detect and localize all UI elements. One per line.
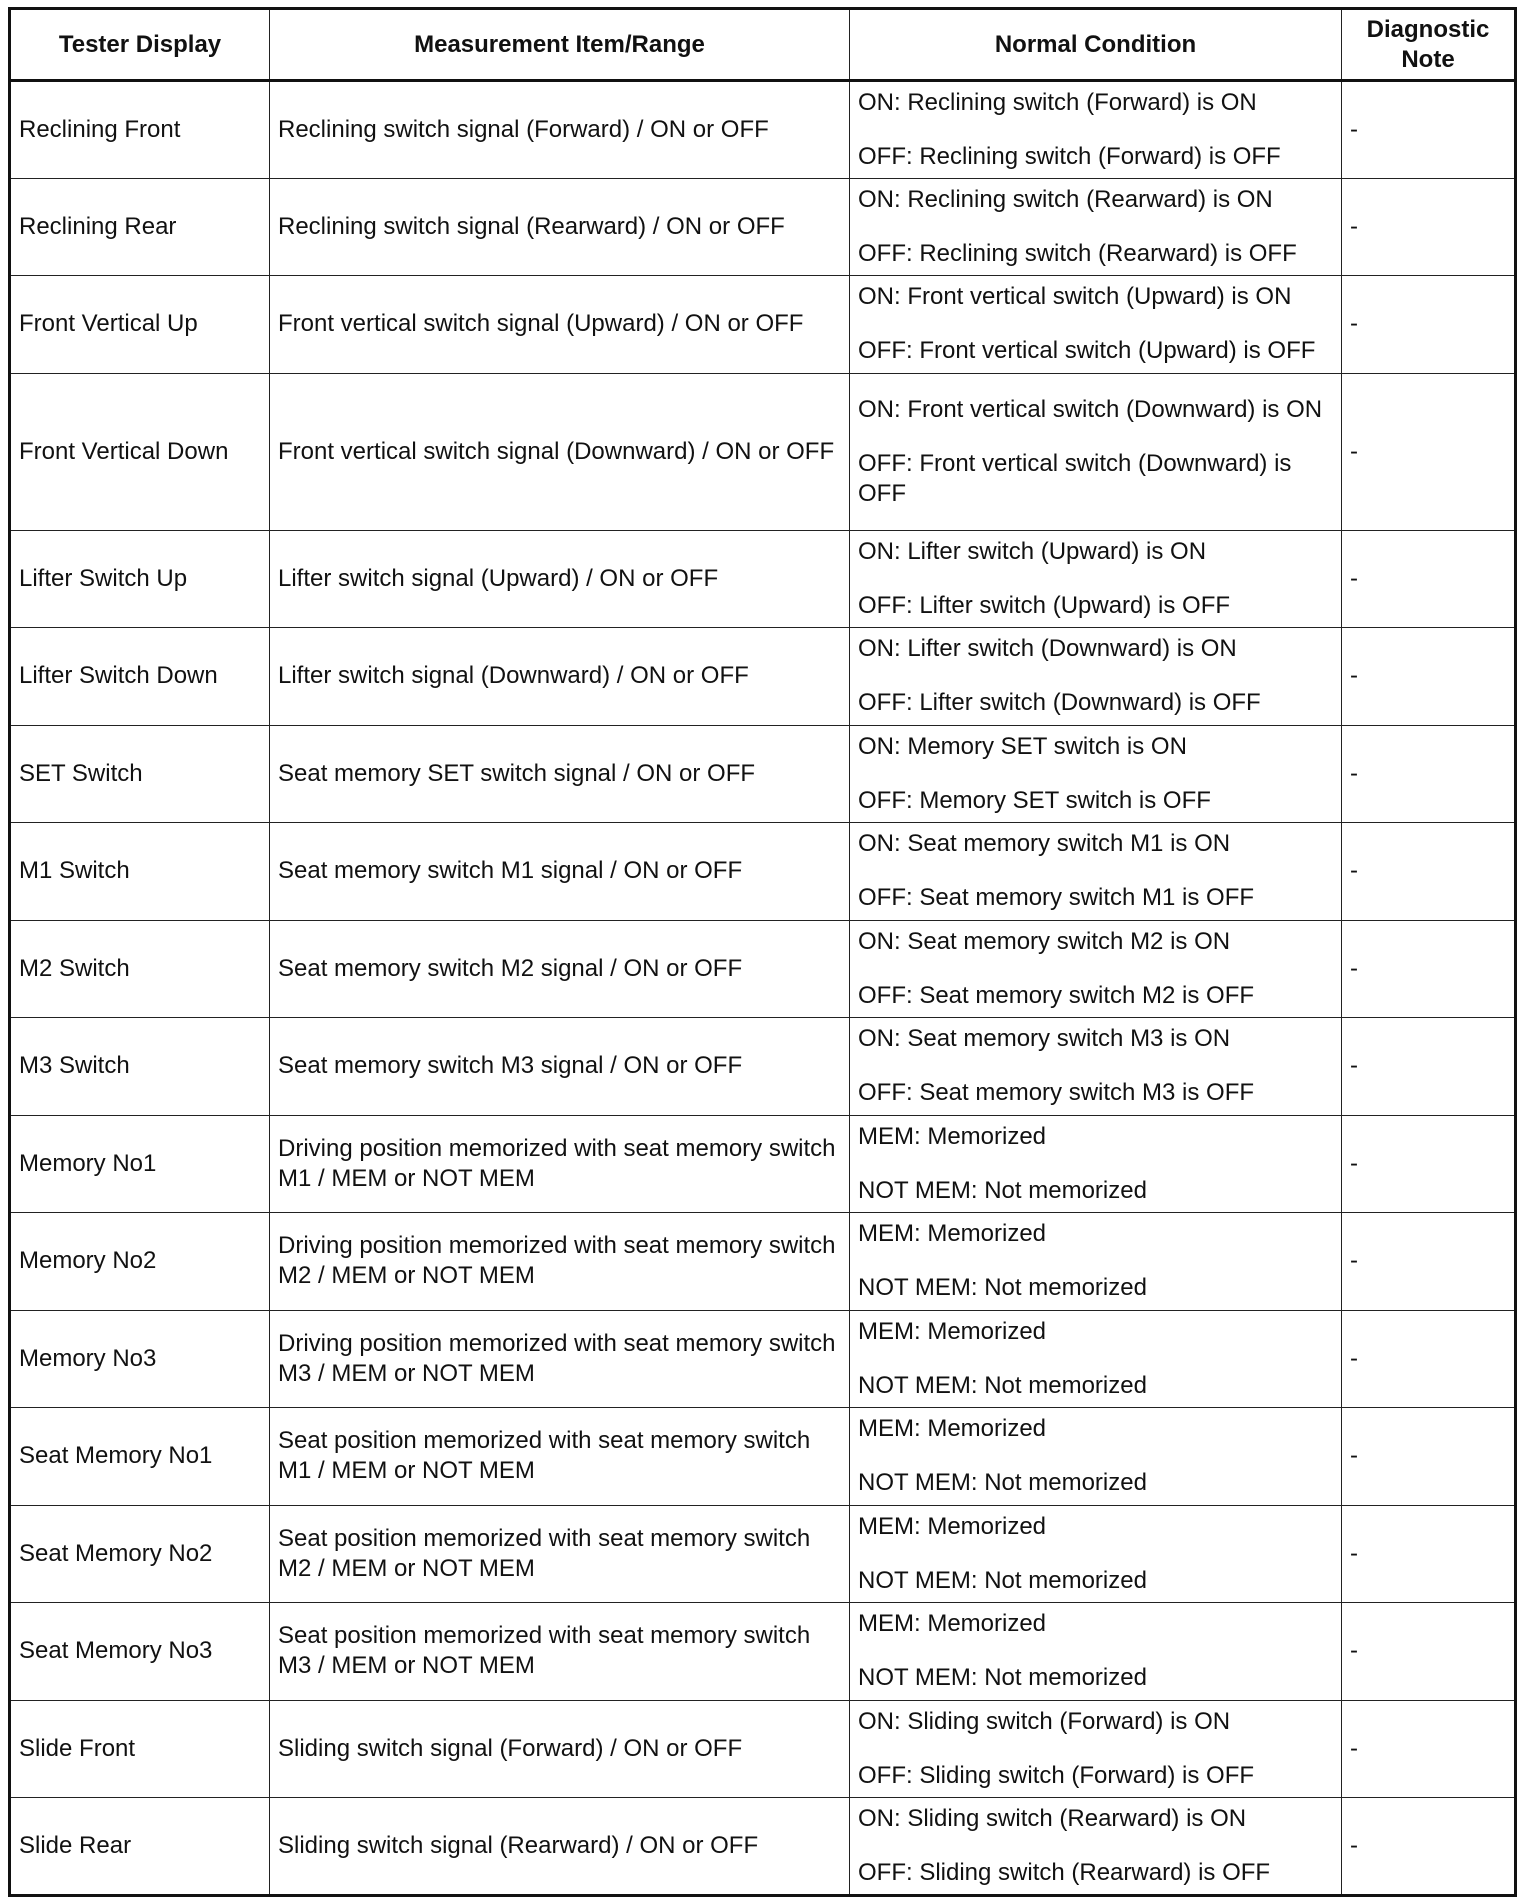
condition-off-text: OFF: Reclining switch (Rearward) is OFF xyxy=(858,239,1297,267)
cell-diagnostic-note: - xyxy=(1342,1310,1516,1408)
condition-off-text: NOT MEM: Not memorized xyxy=(858,1566,1147,1594)
data-list-table xyxy=(8,7,1517,1897)
condition-off-text: OFF: Sliding switch (Forward) is OFF xyxy=(858,1761,1255,1789)
cell-tester-display: Slide Rear xyxy=(10,1798,270,1896)
cell-diagnostic-note: - xyxy=(1342,178,1516,276)
cell-measurement: Lifter switch signal (Upward) / ON or OFF xyxy=(270,530,850,628)
condition-off-text: OFF: Sliding switch (Rearward) is OFF xyxy=(858,1858,1271,1886)
cell-diagnostic-note: - xyxy=(1342,920,1516,1018)
cell-tester-display: Seat Memory No3 xyxy=(10,1603,270,1701)
cell-normal-condition xyxy=(850,1213,1342,1311)
cell-tester-display: Reclining Rear xyxy=(10,178,270,276)
condition-off-text: OFF: Front vertical switch (Upward) is OFF xyxy=(858,337,1316,365)
cell-diagnostic-note: - xyxy=(1342,373,1516,530)
table-row xyxy=(10,1700,1516,1798)
table-row xyxy=(10,1505,1516,1603)
cell-measurement: Seat memory switch M1 signal / ON or OFF xyxy=(270,823,850,921)
table-row xyxy=(10,920,1516,1018)
cell-measurement: Seat memory SET switch signal / ON or OFF xyxy=(270,725,850,823)
cell-diagnostic-note: - xyxy=(1342,530,1516,628)
cell-tester-display: Seat Memory No1 xyxy=(10,1408,270,1506)
condition-off-text: OFF: Front vertical switch (Downward) is OFF xyxy=(858,449,1292,507)
table-row xyxy=(10,1603,1516,1701)
cell-normal-condition xyxy=(850,1018,1342,1116)
cell-normal-condition xyxy=(850,823,1342,921)
condition-on-text: MEM: Memorized xyxy=(858,1317,1047,1345)
table-row xyxy=(10,1115,1516,1213)
cell-measurement: Reclining switch signal (Forward) / ON or OFF xyxy=(270,81,850,179)
cell-measurement: Front vertical switch signal (Downward) / ON or OFF xyxy=(270,373,850,530)
cell-diagnostic-note: - xyxy=(1342,1603,1516,1701)
cell-diagnostic-note: - xyxy=(1342,725,1516,823)
cell-normal-condition xyxy=(850,178,1342,276)
condition-off-text: NOT MEM: Not memorized xyxy=(858,1176,1147,1204)
condition-on-text: ON: Seat memory switch M2 is ON xyxy=(858,927,1231,955)
cell-normal-condition xyxy=(850,530,1342,628)
condition-off-text: OFF: Lifter switch (Downward) is OFF xyxy=(858,689,1261,717)
cell-normal-condition xyxy=(850,1310,1342,1408)
cell-measurement: Reclining switch signal (Rearward) / ON or OFF xyxy=(270,178,850,276)
condition-on-text: ON: Sliding switch (Rearward) is ON xyxy=(858,1804,1247,1832)
cell-normal-condition xyxy=(850,1505,1342,1603)
cell-measurement: Driving position memorized with seat memory switch M3 / MEM or NOT MEM xyxy=(270,1310,850,1408)
condition-on-text: ON: Reclining switch (Rearward) is ON xyxy=(858,185,1273,213)
cell-diagnostic-note: - xyxy=(1342,1505,1516,1603)
cell-measurement: Seat position memorized with seat memory switch M1 / MEM or NOT MEM xyxy=(270,1408,850,1506)
condition-off-text: OFF: Reclining switch (Forward) is OFF xyxy=(858,142,1281,170)
cell-tester-display: Memory No3 xyxy=(10,1310,270,1408)
cell-measurement: Seat position memorized with seat memory switch M3 / MEM or NOT MEM xyxy=(270,1603,850,1701)
condition-on-text: ON: Front vertical switch (Upward) is ON xyxy=(858,283,1292,311)
condition-on-text: MEM: Memorized xyxy=(858,1415,1047,1443)
cell-tester-display: Memory No2 xyxy=(10,1213,270,1311)
cell-normal-condition xyxy=(850,920,1342,1018)
condition-on-text: ON: Lifter switch (Downward) is ON xyxy=(858,635,1237,663)
cell-tester-display: M1 Switch xyxy=(10,823,270,921)
cell-normal-condition xyxy=(850,1700,1342,1798)
cell-normal-condition xyxy=(850,1603,1342,1701)
condition-on-text: ON: Memory SET switch is ON xyxy=(858,732,1187,760)
cell-tester-display: M2 Switch xyxy=(10,920,270,1018)
cell-measurement: Sliding switch signal (Rearward) / ON or OFF xyxy=(270,1798,850,1896)
cell-diagnostic-note: - xyxy=(1342,1798,1516,1896)
table-row xyxy=(10,628,1516,726)
cell-diagnostic-note: - xyxy=(1342,276,1516,374)
cell-tester-display: Lifter Switch Up xyxy=(10,530,270,628)
cell-measurement: Seat memory switch M2 signal / ON or OFF xyxy=(270,920,850,1018)
cell-diagnostic-note: - xyxy=(1342,628,1516,726)
condition-on-text: ON: Lifter switch (Upward) is ON xyxy=(858,537,1207,565)
condition-off-text: OFF: Lifter switch (Upward) is OFF xyxy=(858,591,1231,619)
condition-off-text: OFF: Seat memory switch M3 is OFF xyxy=(858,1079,1255,1107)
cell-normal-condition xyxy=(850,1115,1342,1213)
table-row xyxy=(10,178,1516,276)
header-row xyxy=(10,9,1516,81)
cell-diagnostic-note: - xyxy=(1342,81,1516,179)
cell-measurement: Driving position memorized with seat memory switch M2 / MEM or NOT MEM xyxy=(270,1213,850,1311)
condition-off-text: NOT MEM: Not memorized xyxy=(858,1664,1147,1692)
cell-tester-display: SET Switch xyxy=(10,725,270,823)
cell-measurement: Seat position memorized with seat memory switch M2 / MEM or NOT MEM xyxy=(270,1505,850,1603)
condition-on-text: ON: Seat memory switch M1 is ON xyxy=(858,830,1231,858)
cell-diagnostic-note: - xyxy=(1342,1115,1516,1213)
cell-normal-condition xyxy=(850,725,1342,823)
cell-normal-condition xyxy=(850,276,1342,374)
cell-measurement: Driving position memorized with seat memory switch M1 / MEM or NOT MEM xyxy=(270,1115,850,1213)
condition-on-text: ON: Seat memory switch M3 is ON xyxy=(858,1025,1231,1053)
cell-tester-display: Reclining Front xyxy=(10,81,270,179)
cell-normal-condition xyxy=(850,1798,1342,1896)
cell-tester-display: Seat Memory No2 xyxy=(10,1505,270,1603)
table-row xyxy=(10,1798,1516,1896)
header-tester-display: Tester Display xyxy=(10,9,270,81)
cell-measurement: Front vertical switch signal (Upward) / ON or OFF xyxy=(270,276,850,374)
condition-off-text: OFF: Seat memory switch M1 is OFF xyxy=(858,884,1255,912)
cell-diagnostic-note: - xyxy=(1342,823,1516,921)
condition-on-text: ON: Front vertical switch (Downward) is ON xyxy=(858,395,1323,423)
condition-off-text: NOT MEM: Not memorized xyxy=(858,1469,1147,1497)
table-row xyxy=(10,1213,1516,1311)
cell-normal-condition xyxy=(850,1408,1342,1506)
data-list-sheet xyxy=(8,7,1517,1897)
cell-tester-display: Front Vertical Up xyxy=(10,276,270,374)
cell-diagnostic-note: - xyxy=(1342,1018,1516,1116)
condition-on-text: MEM: Memorized xyxy=(858,1512,1047,1540)
header-measurement: Measurement Item/Range xyxy=(270,9,850,81)
condition-off-text: OFF: Memory SET switch is OFF xyxy=(858,786,1211,814)
condition-off-text: NOT MEM: Not memorized xyxy=(858,1274,1147,1302)
condition-on-text: ON: Sliding switch (Forward) is ON xyxy=(858,1707,1231,1735)
condition-on-text: MEM: Memorized xyxy=(858,1122,1047,1150)
cell-normal-condition xyxy=(850,81,1342,179)
condition-off-text: NOT MEM: Not memorized xyxy=(858,1371,1147,1399)
cell-tester-display: Memory No1 xyxy=(10,1115,270,1213)
cell-measurement: Sliding switch signal (Forward) / ON or OFF xyxy=(270,1700,850,1798)
header-normal-condition: Normal Condition xyxy=(850,9,1342,81)
table-row xyxy=(10,530,1516,628)
cell-diagnostic-note: - xyxy=(1342,1213,1516,1311)
cell-measurement: Lifter switch signal (Downward) / ON or OFF xyxy=(270,628,850,726)
condition-on-text: ON: Reclining switch (Forward) is ON xyxy=(858,88,1257,116)
cell-tester-display: M3 Switch xyxy=(10,1018,270,1116)
cell-diagnostic-note: - xyxy=(1342,1700,1516,1798)
cell-tester-display: Slide Front xyxy=(10,1700,270,1798)
cell-tester-display: Front Vertical Down xyxy=(10,373,270,530)
table-row xyxy=(10,1018,1516,1116)
table-row xyxy=(10,276,1516,374)
table-row xyxy=(10,373,1516,530)
table-row xyxy=(10,81,1516,179)
table-row xyxy=(10,823,1516,921)
cell-normal-condition xyxy=(850,373,1342,530)
table-row xyxy=(10,1310,1516,1408)
header-diagnostic-note: Diagnostic Note xyxy=(1342,9,1516,81)
table-row xyxy=(10,1408,1516,1506)
condition-on-text: MEM: Memorized xyxy=(858,1610,1047,1638)
cell-tester-display: Lifter Switch Down xyxy=(10,628,270,726)
table-row xyxy=(10,725,1516,823)
cell-normal-condition xyxy=(850,628,1342,726)
cell-diagnostic-note: - xyxy=(1342,1408,1516,1506)
condition-off-text: OFF: Seat memory switch M2 is OFF xyxy=(858,981,1255,1009)
condition-on-text: MEM: Memorized xyxy=(858,1220,1047,1248)
cell-measurement: Seat memory switch M3 signal / ON or OFF xyxy=(270,1018,850,1116)
